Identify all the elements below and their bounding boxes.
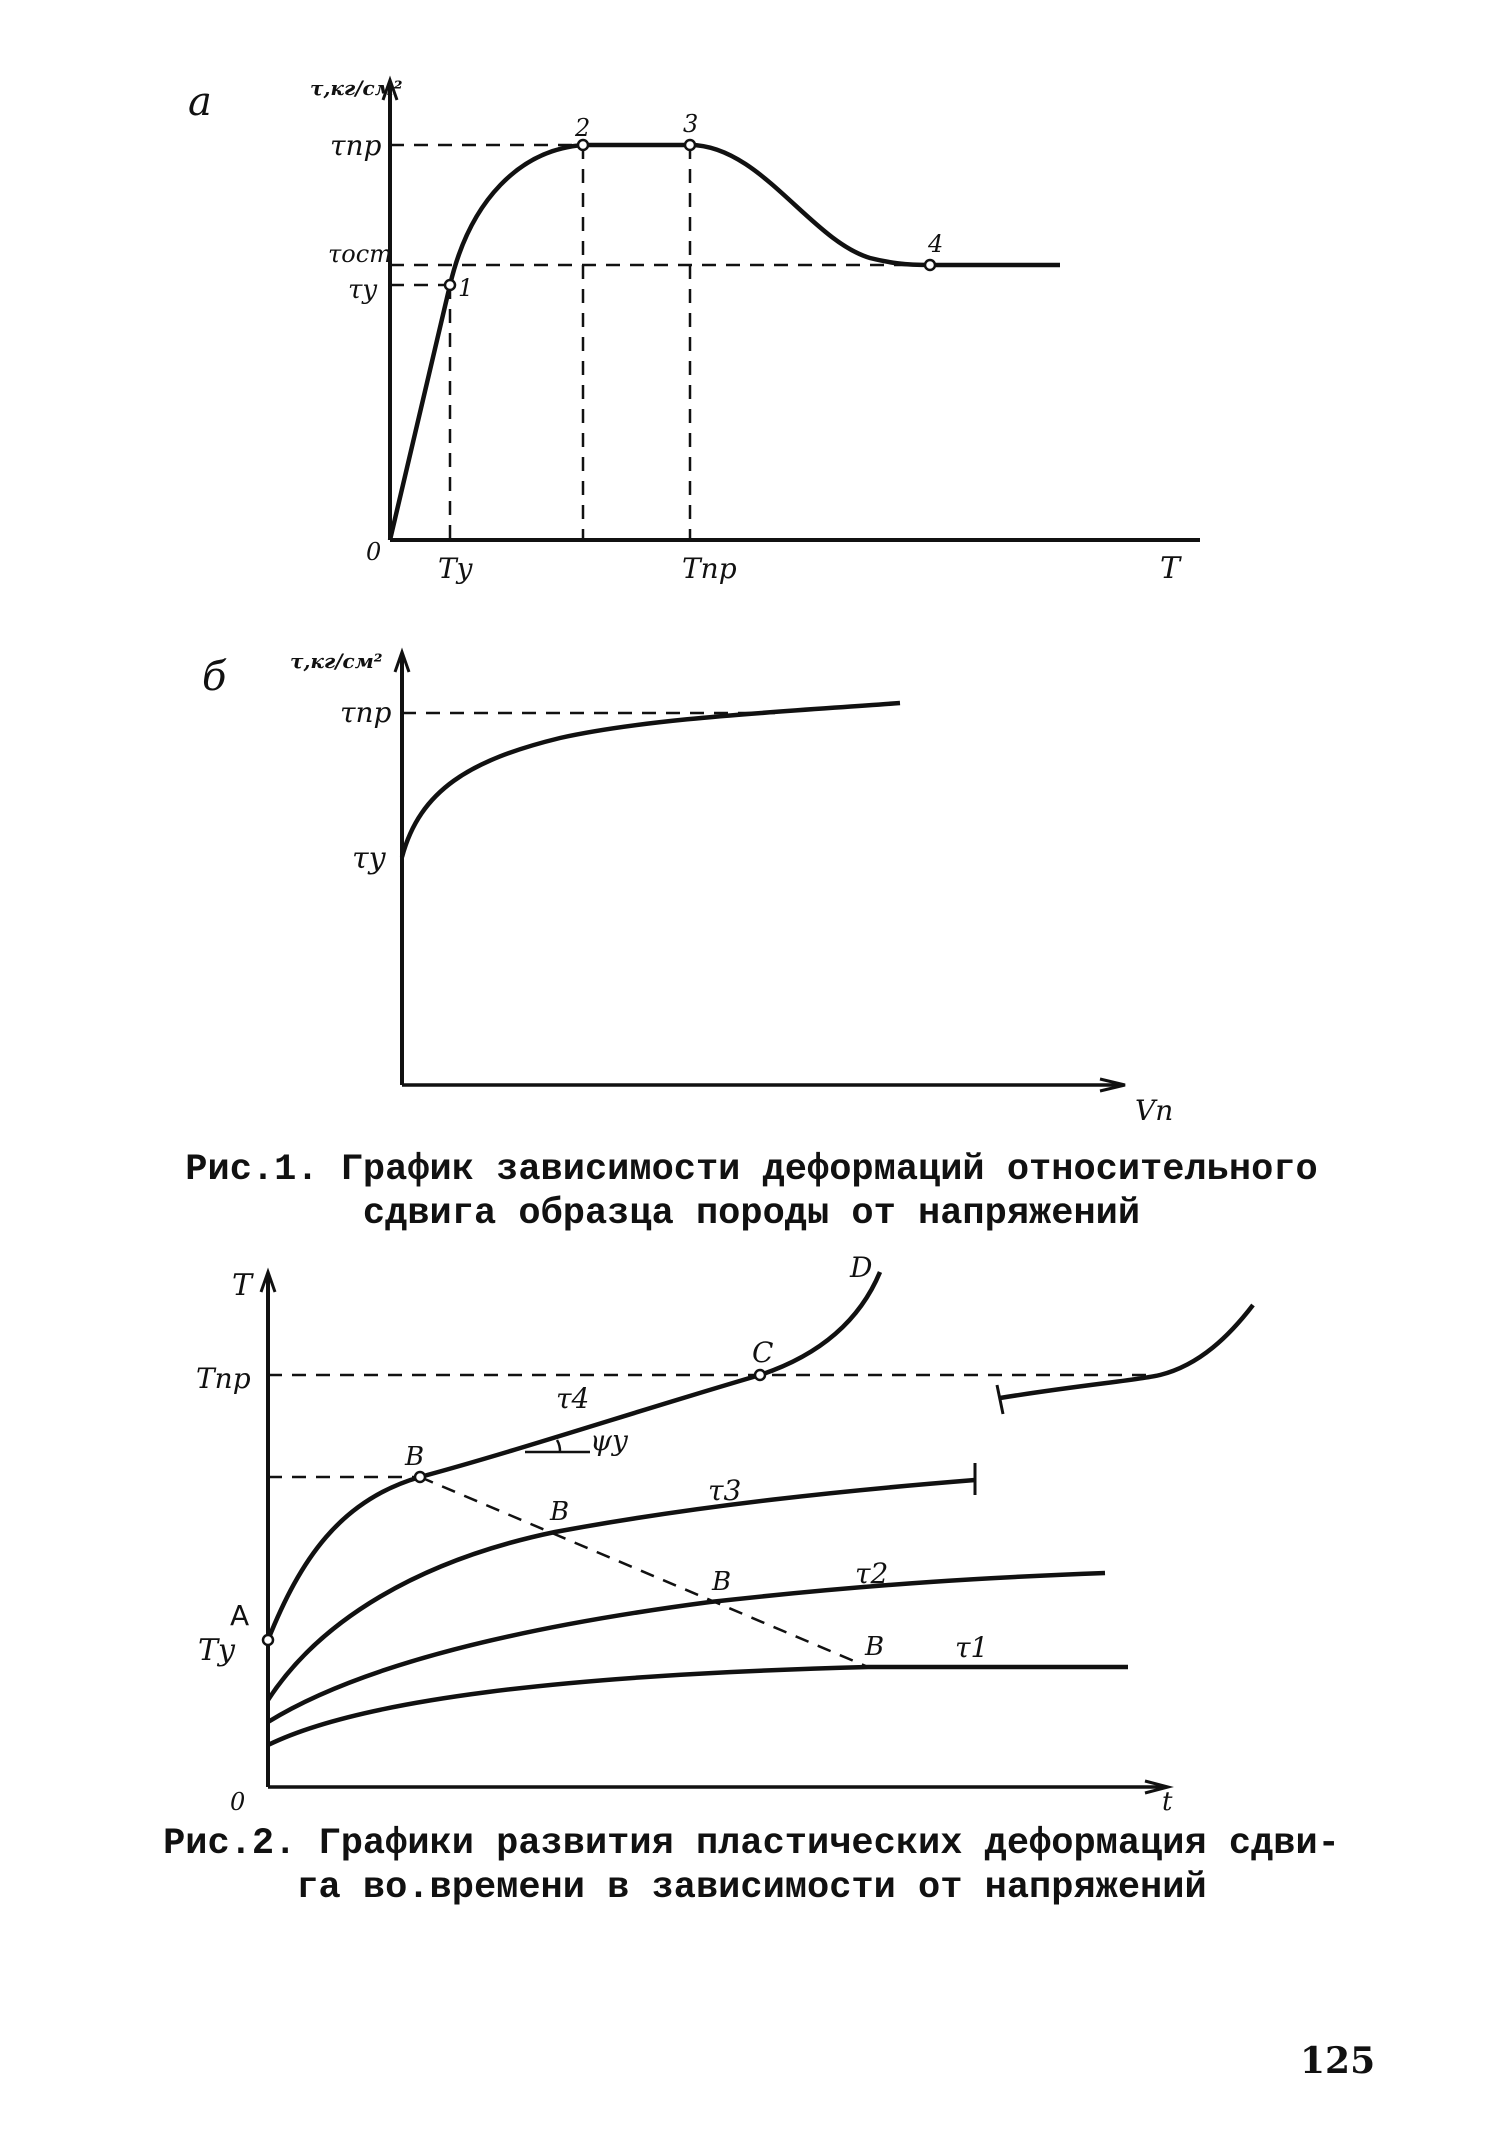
fig2-label-tau1: τ1 — [955, 1631, 989, 1664]
figure-1-caption-line-1: Рис.1. График зависимости деформаций относительного — [185, 1149, 1318, 1191]
fig1a-tick-tau-pr: τпр — [330, 129, 382, 162]
fig1a-tick-tpr: Tпр — [682, 552, 737, 585]
fig1a-tick-tau-ost: τост — [328, 240, 392, 268]
fig1b-panel-letter: б — [202, 654, 227, 700]
fig2-dash-b-locus — [420, 1477, 868, 1667]
fig2-point-b-tau4 — [415, 1472, 425, 1482]
fig2-label-tau3: τ3 — [708, 1474, 742, 1507]
fig1a-origin: 0 — [366, 538, 382, 566]
fig1a-label-point-4: 4 — [928, 230, 944, 258]
figure-1b — [202, 649, 1173, 1127]
fig1b-tick-tau-pr: τпр — [340, 696, 392, 729]
fig1a-x-axis-label: T — [1160, 551, 1181, 586]
fig2-tick-t-pr: Tпр — [196, 1362, 251, 1395]
fig1a-point-3 — [685, 140, 695, 150]
fig1a-curve — [390, 145, 1060, 540]
figure-2-caption — [0, 1822, 1503, 1910]
figure-2-caption-line-1: Рис.2. Графики развития пластических деформация сдви- — [163, 1823, 1340, 1865]
fig1a-label-point-1: 1 — [458, 274, 474, 302]
fig2-point-b-label-tau3: B — [550, 1497, 570, 1527]
fig1a-point-1 — [445, 280, 455, 290]
figure-2-caption-line-2: га во.времени в зависимости от напряжений — [296, 1867, 1207, 1909]
fig1b-tick-tau-y: τу — [352, 841, 386, 876]
fig1a-point-4 — [925, 260, 935, 270]
fig2-tick-t-y: Tу — [198, 1633, 236, 1668]
figure-1-caption — [0, 1148, 1503, 1236]
fig1a-label-point-3: 3 — [683, 110, 699, 138]
fig2-y-axis-label: T — [232, 1268, 253, 1303]
fig2-point-b-label-tau1: B — [865, 1632, 885, 1662]
fig2-point-c-label: C — [752, 1336, 774, 1369]
fig1b-y-axis-label: τ,кг/см² — [290, 649, 383, 673]
fig2-angle-arc — [557, 1440, 560, 1452]
figure-1a — [188, 76, 1200, 586]
fig1a-label-point-2: 2 — [575, 114, 591, 142]
fig1a-panel-letter: a — [188, 79, 212, 125]
fig2-point-b-label-tau4: B — [405, 1442, 425, 1472]
fig2-point-c — [755, 1370, 765, 1380]
fig2-curve-tau4 — [268, 1272, 880, 1640]
page-number: 125 — [1300, 2040, 1376, 2082]
fig2-curve-tau1 — [268, 1667, 1128, 1745]
fig2-point-d-label: D — [850, 1251, 873, 1284]
fig2-x-axis-label: t — [1162, 1787, 1173, 1817]
fig1b-x-axis-label: Vп — [1135, 1094, 1174, 1127]
fig2-origin: 0 — [230, 1788, 246, 1816]
fig2-label-tau2: τ2 — [855, 1557, 889, 1590]
figure-1-caption-line-2: сдвига образца породы от напряжений — [362, 1193, 1141, 1235]
figure-2 — [196, 1251, 1253, 1817]
fig1a-y-axis-label: τ,кг/см² — [310, 76, 403, 100]
fig2-point-a-label: A — [230, 1599, 250, 1632]
fig1b-curve — [402, 703, 900, 857]
fig2-point-b-label-tau2: B — [712, 1567, 732, 1597]
fig2-curve-tau4-tail — [1000, 1305, 1253, 1398]
fig2-point-a — [263, 1635, 273, 1645]
fig1a-tick-ty: Tу — [438, 552, 473, 585]
fig2-angle-label: ψу — [590, 1424, 629, 1457]
fig1a-tick-tau-y: τу — [348, 275, 378, 305]
fig2-label-tau4: τ4 — [556, 1382, 590, 1415]
